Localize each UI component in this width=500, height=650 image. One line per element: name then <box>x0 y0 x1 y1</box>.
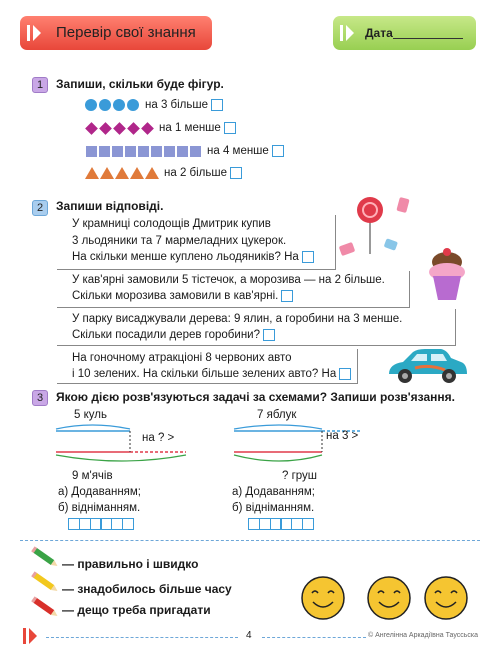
circle-shape <box>99 99 111 111</box>
problem1-line3-text: На скільки менше куплено льодяників? На <box>72 251 299 264</box>
cupcake-illustration <box>425 244 469 304</box>
scheme-left-diagram <box>52 420 192 472</box>
red-pencil-icon <box>30 596 62 620</box>
task-number-2: 2 <box>32 200 48 216</box>
scheme-right-bottom-label: ? груш <box>282 470 318 482</box>
problem2-line2 <box>72 290 293 302</box>
row-label: на 3 більше <box>145 99 208 111</box>
row-label: на 4 менше <box>207 145 269 157</box>
triangle-shape <box>85 167 99 179</box>
double-chevron-icon <box>339 23 363 43</box>
lollipop-candy-illustration <box>330 192 420 272</box>
scheme-left-option-a: а) Додаванням; <box>58 486 141 498</box>
publisher-logo: © Ангелінна Аркадіївна Тауссьска <box>368 632 479 639</box>
scheme-right-top-label: 7 яблук <box>257 409 297 421</box>
scheme-right-diagram <box>230 420 370 472</box>
task2-title: Запиши відповіді. <box>56 199 164 213</box>
answer-box[interactable] <box>263 329 275 341</box>
problem3-line1: У парку висаджували дерева: 9 ялин, а горобини на 3 менше. <box>72 313 403 325</box>
scheme-right-option-a: а) Додаванням; <box>232 486 315 498</box>
square-shape <box>99 146 110 157</box>
double-chevron-icon <box>22 626 46 646</box>
legend-item-more-time: — знадобилось більше часу <box>62 582 232 596</box>
diamond-shape <box>113 122 126 135</box>
scheme-right-option-b: б) відніманням. <box>232 502 315 514</box>
double-chevron-icon <box>26 23 50 43</box>
row-label: на 2 більше <box>164 167 227 179</box>
date-label: Дата <box>365 26 393 40</box>
scheme-left-side-label: на ? > <box>142 432 175 444</box>
square-shape <box>177 146 188 157</box>
square-shape <box>125 146 136 157</box>
square-shape <box>112 146 123 157</box>
shape-row-triangles <box>85 167 242 179</box>
diamond-shape <box>85 122 98 135</box>
problem2-line2-text: Скільки морозива замовили в кав'ярні. <box>72 290 279 303</box>
problem4-line2 <box>72 368 351 380</box>
answer-box[interactable] <box>272 145 284 157</box>
date-banner <box>333 16 476 50</box>
scheme-right-side-label: на 3 > <box>326 430 359 442</box>
green-pencil-icon <box>30 546 62 570</box>
problem3-line2-text: Скільки посадили дерев горобини? <box>72 329 260 342</box>
section-title-banner <box>20 16 212 50</box>
problem1-line2: 3 льодяники та 7 мармеладних цукерок. <box>72 235 287 247</box>
triangle-shape <box>145 167 159 179</box>
footer-divider <box>262 637 366 638</box>
smiley-face-icon[interactable] <box>422 574 470 622</box>
circle-shape <box>113 99 125 111</box>
square-shape <box>151 146 162 157</box>
page-number: 4 <box>246 630 252 641</box>
legend-item-fast: — правильно і швидко <box>62 557 199 571</box>
scheme-left-top-label: 5 куль <box>74 409 107 421</box>
task3-title: Якою дією розв'язуються задачі за схемами? Запиши розв'язання. <box>56 390 455 404</box>
diamond-shape <box>99 122 112 135</box>
task-number-1: 1 <box>32 77 48 93</box>
answer-grid[interactable] <box>68 518 133 530</box>
square-shape <box>86 146 97 157</box>
diamond-shape <box>127 122 140 135</box>
answer-box[interactable] <box>302 251 314 263</box>
shape-row-circles <box>85 99 223 111</box>
square-shape <box>190 146 201 157</box>
answer-box[interactable] <box>281 290 293 302</box>
diamond-shape <box>141 122 154 135</box>
scheme-left-option-b: б) відніманням. <box>58 502 141 514</box>
row-label: на 1 менше <box>159 122 221 134</box>
answer-grid[interactable] <box>248 518 313 530</box>
circle-shape <box>85 99 97 111</box>
date-field[interactable] <box>393 38 463 39</box>
square-shape <box>138 146 149 157</box>
problem3-line2 <box>72 329 275 341</box>
scheme-left-bottom-label: 9 м'ячів <box>72 470 113 482</box>
answer-box[interactable] <box>224 122 236 134</box>
footer-divider <box>46 637 238 638</box>
task1-title: Запиши, скільки буде фігур. <box>56 77 224 91</box>
task-number-3: 3 <box>32 390 48 406</box>
answer-box[interactable] <box>339 368 351 380</box>
answer-box[interactable] <box>230 167 242 179</box>
toy-car-illustration <box>385 346 470 386</box>
shape-row-diamonds <box>85 122 236 134</box>
problem4-line1: На гоночному атракціоні 8 червоних авто <box>72 352 292 364</box>
problem1-line3 <box>72 251 314 263</box>
section-divider <box>20 540 480 541</box>
triangle-shape <box>115 167 129 179</box>
problem2-line1: У кав'ярні замовили 5 тістечок, а морозива — на 2 більше. <box>72 274 385 286</box>
page-title: Перевір свої знання <box>56 24 196 41</box>
circle-shape <box>127 99 139 111</box>
legend-item-review: — дещо треба пригадати <box>62 603 211 617</box>
triangle-shape <box>130 167 144 179</box>
yellow-pencil-icon <box>30 571 62 595</box>
triangle-shape <box>100 167 114 179</box>
smiley-face-icon[interactable] <box>299 574 347 622</box>
shape-row-squares <box>86 145 284 157</box>
problem4-line2-text: і 10 зелених. На скільки більше зелених авто? На <box>72 368 337 381</box>
square-shape <box>164 146 175 157</box>
problem1-line1: У крамниці солодощів Дмитрик купив <box>72 218 271 230</box>
smiley-face-icon[interactable] <box>365 574 413 622</box>
answer-box[interactable] <box>211 99 223 111</box>
